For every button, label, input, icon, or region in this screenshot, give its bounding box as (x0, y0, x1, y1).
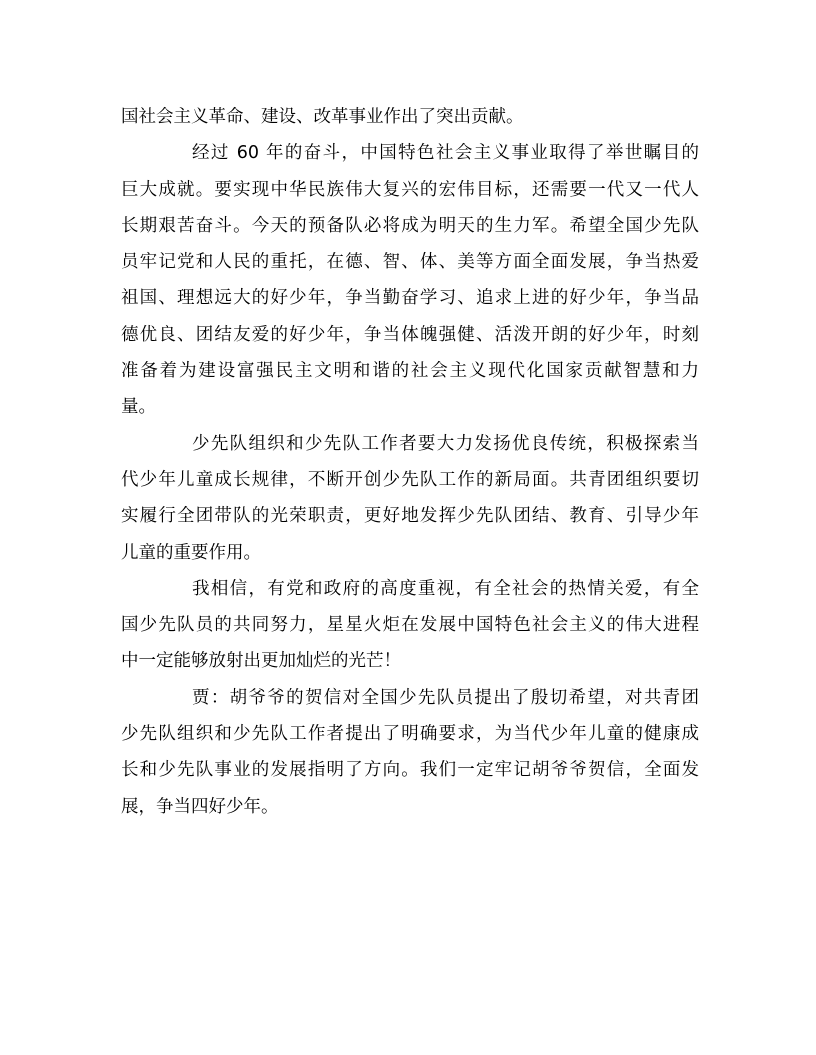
paragraph-2-line-2: 巨大成就。要实现中华民族伟大复兴的宏伟目标，还需要一代又一代人 (121, 179, 699, 200)
paragraph-2-line-1: 经过 60 年的奋斗，中国特色社会主义事业取得了举世瞩目的 (192, 143, 699, 164)
paragraph-5-line-3: 长和少先队事业的发展指明了方向。我们一定牢记胡爷爷贺信，全面发 (121, 760, 699, 781)
paragraph-1-line-1: 国社会主义革命、建设、改革事业作出了突出贡献。 (121, 107, 524, 127)
paragraph-2-line-6: 德优良、团结友爱的好少年，争当体魄强健、活泼开朗的好少年，时刻 (121, 324, 699, 345)
paragraph-3-line-3: 实履行全团带队的光荣职责，更好地发挥少先队团结、教育、引导少年 (121, 506, 699, 527)
paragraph-3-line-2: 代少年儿童成长规律，不断开创少先队工作的新局面。共青团组织要切 (121, 469, 699, 490)
paragraph-5-line-1: 贾：胡爷爷的贺信对全国少先队员提出了殷切希望，对共青团 (192, 687, 699, 708)
paragraph-2-line-8: 量。 (121, 397, 156, 418)
paragraph-2-line-3: 长期艰苦奋斗。今天的预备队必将成为明天的生力军。希望全国少先队 (121, 215, 699, 236)
paragraph-5-line-4: 展，争当四好少年。 (121, 796, 279, 817)
paragraph-4-line-2: 国少先队员的共同努力，星星火炬在发展中国特色社会主义的伟大进程 (121, 615, 699, 636)
paragraph-4-line-3: 中一定能够放射出更加灿烂的光芒！ (121, 651, 401, 672)
paragraph-3-line-1: 少先队组织和少先队工作者要大力发扬优良传统，积极探索当 (192, 433, 699, 454)
paragraph-5-line-2: 少先队组织和少先队工作者提出了明确要求，为当代少年儿童的健康成 (121, 724, 699, 745)
paragraph-2-line-7: 准备着为建设富强民主文明和谐的社会主义现代化国家贡献智慧和力 (121, 361, 699, 382)
paragraph-2-line-5: 祖国、理想远大的好少年，争当勤奋学习、追求上进的好少年，争当品 (121, 288, 699, 309)
paragraph-3-line-4: 儿童的重要作用。 (121, 542, 261, 563)
paragraph-2-line-4: 员牢记党和人民的重托，在德、智、体、美等方面全面发展，争当热爱 (121, 252, 699, 273)
paragraph-4-line-1: 我相信，有党和政府的高度重视，有全社会的热情关爱，有全 (192, 578, 699, 599)
document-body (121, 99, 699, 825)
